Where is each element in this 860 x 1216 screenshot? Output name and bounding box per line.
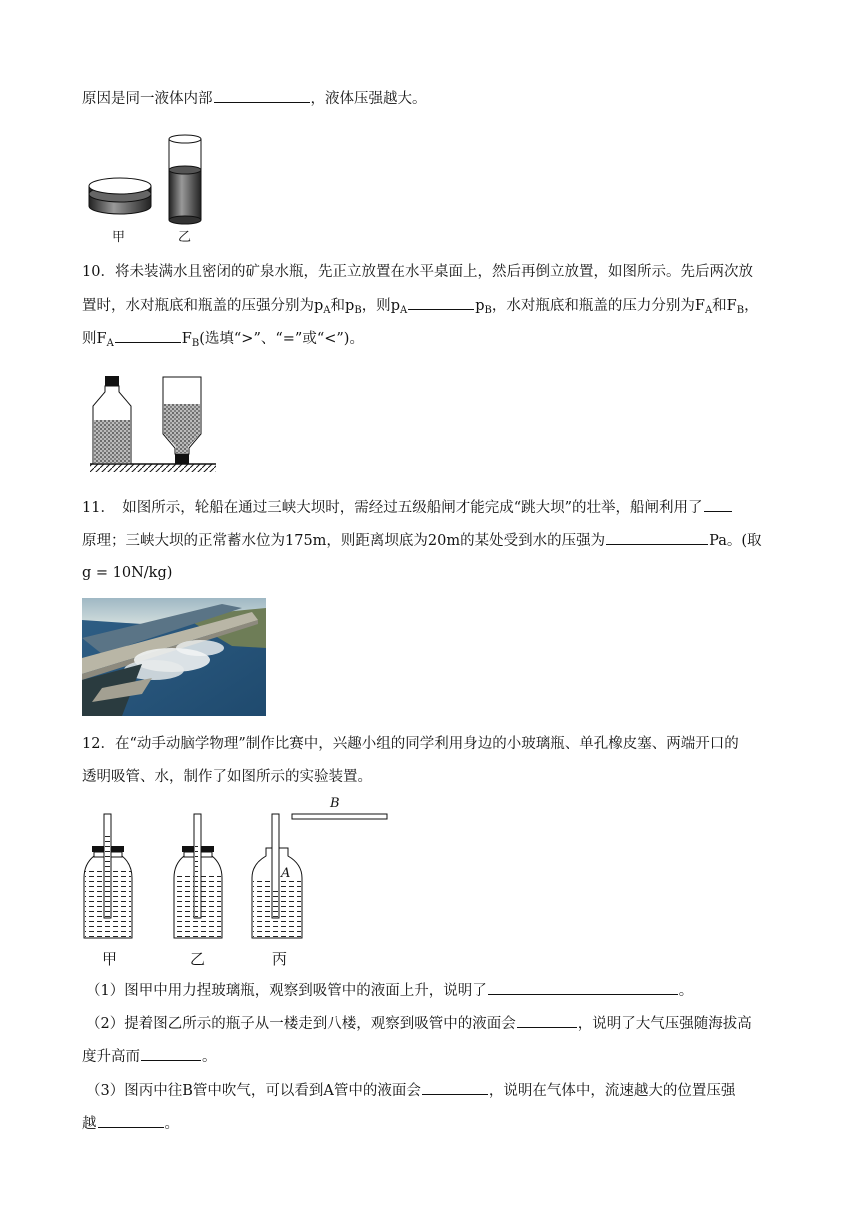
q12-s3-blank1[interactable] bbox=[422, 1080, 488, 1095]
q10-figure-bottles bbox=[88, 372, 218, 474]
q12-sub1: （1）图甲中用力捏玻璃瓶，观察到吸管中的液面上升，说明了 。 bbox=[86, 980, 693, 1001]
q9-text-line bbox=[82, 88, 427, 109]
label-b: B bbox=[330, 796, 340, 811]
q10-force-blank[interactable] bbox=[115, 328, 181, 343]
bottle-jia-shape bbox=[84, 814, 132, 938]
three-gorges-dam-photo bbox=[82, 598, 266, 716]
shallow-dish-shape bbox=[89, 178, 151, 214]
ground-hatching bbox=[90, 464, 216, 472]
tall-cylinder-shape bbox=[169, 135, 201, 224]
bottle-bing-shape bbox=[252, 814, 387, 938]
q12-text-line1: 12．在“动手动脑学物理”制作比赛中，兴趣小组的同学利用身边的小玻璃瓶、单孔橡皮塞、两端开口的 bbox=[82, 736, 739, 752]
q10-text-line2: 置时，水对瓶底和瓶盖的压强分别为$p_A$和$p_B$，则$p_A$ $p_B$，水对瓶底和瓶盖的压力分别为$F_A$和$F_B$， bbox=[82, 295, 759, 321]
q9-answer-blank[interactable] bbox=[214, 88, 310, 103]
figure-label-yi: 乙 bbox=[178, 230, 192, 245]
q10-text-line3: 则$F_A$ $F_B$(选填“>”、“=”或“<”)。 bbox=[82, 328, 364, 354]
q11-text-line2: 原理；三峡大坝的正常蓄水位为175m，则距离坝底为20m的某处受到水的压强为 Pa。(取 bbox=[82, 530, 762, 551]
q12-sub2: （2）提着图乙所示的瓶子从一楼走到八楼，观察到吸管中的液面会 ，说明了大气压强随海拔高 bbox=[86, 1013, 752, 1034]
q10-pressure-blank[interactable] bbox=[408, 295, 474, 310]
q12-sub3-line2: 越 。 bbox=[82, 1113, 179, 1134]
q11-principle-blank[interactable] bbox=[704, 497, 732, 512]
q12-figure-apparatus bbox=[80, 794, 392, 946]
upright-bottle-shape bbox=[93, 376, 131, 464]
q11-pressure-blank[interactable] bbox=[606, 530, 708, 545]
figure-label-bing: 丙 bbox=[272, 950, 288, 968]
label-a: A bbox=[281, 866, 291, 881]
inverted-bottle-shape bbox=[163, 377, 201, 464]
q12-sub3: （3）图丙中往B管中吹气，可以看到A管中的液面会 ，说明在气体中，流速越大的位置压强 bbox=[86, 1080, 735, 1101]
q12-sub2-line2: 度升高而 。 bbox=[82, 1046, 217, 1067]
q12-s1-blank[interactable] bbox=[488, 980, 678, 995]
q9-text-a: 原因是同一液体内部 bbox=[82, 91, 213, 107]
q11-text-line3: g = 10N/kg) bbox=[82, 565, 173, 581]
q12-s2-blank1[interactable] bbox=[517, 1013, 577, 1028]
figure-label-jia: 甲 bbox=[112, 230, 126, 245]
q10-text-line1: 10．将未装满水且密闭的矿泉水瓶，先正立放置在水平桌面上，然后再倒立放置，如图所示。先后两次放 bbox=[82, 264, 753, 280]
figure-label-yi: 乙 bbox=[190, 950, 206, 968]
q9-text-b: ，液体压强越大。 bbox=[310, 91, 427, 107]
figure-label-jia: 甲 bbox=[102, 950, 118, 968]
q11-text-line1: 11． 如图所示，轮船在通过三峡大坝时，需经过五级船闸才能完成“跳大坝”的壮举，船闸利用了 bbox=[82, 497, 733, 518]
bottle-yi-shape bbox=[174, 814, 222, 938]
q12-text-line2: 透明吸管、水，制作了如图所示的实验装置。 bbox=[82, 769, 372, 785]
q12-s3-blank2[interactable] bbox=[98, 1113, 164, 1128]
q9-figure-containers bbox=[86, 134, 216, 226]
tube-b-shape bbox=[292, 814, 387, 819]
q12-s2-blank2[interactable] bbox=[141, 1046, 201, 1061]
